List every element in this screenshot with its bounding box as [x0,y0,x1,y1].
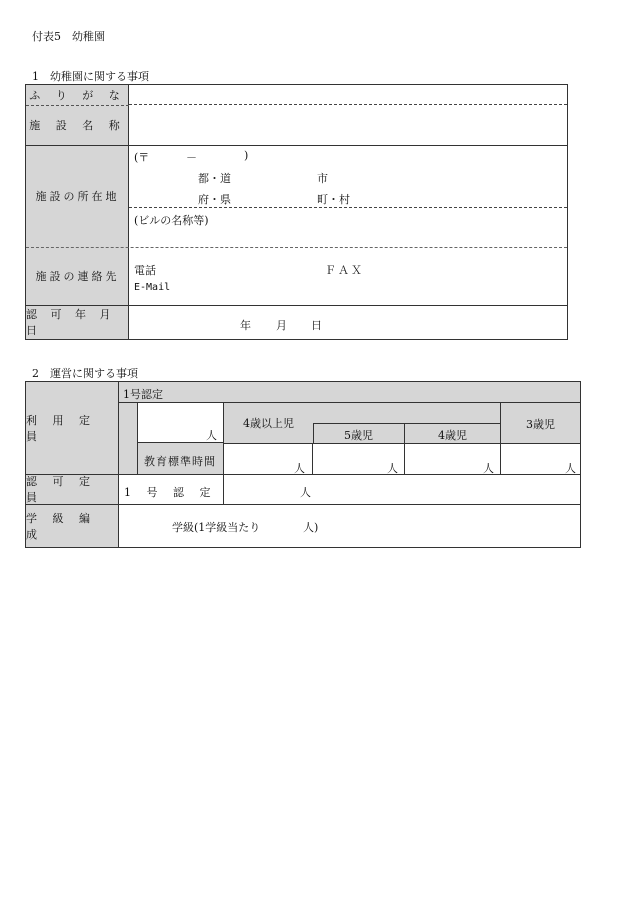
day-label: 日 [311,319,322,332]
age4-count-unit: 人 [483,462,494,475]
approved-cert1-label: 1 号 認 定 [124,486,217,499]
prefecture-to-do: 都・道 [198,172,231,185]
approved-capacity-field[interactable] [224,474,580,504]
facility-name-field[interactable] [129,105,567,145]
section2-table [25,381,581,548]
furigana-divider [129,85,567,105]
postal-dash: － [186,151,197,164]
age3-header: 3歳児 [526,418,555,431]
year-label: 年 [240,319,251,332]
capacity-label: 利 用 定 員 [26,414,96,443]
prefecture-fu-ken: 府・県 [198,193,231,206]
section1-table [25,84,568,340]
phone-label: 電話 [134,264,156,277]
facility-name-label: 施 設 名 称 [29,119,126,132]
furigana-label: ふ り が な [29,89,126,102]
age4plus-count-unit: 人 [294,462,305,475]
email-label: E-Mail [134,282,171,293]
address-dashed-divider [129,207,567,208]
class-formation-person: 人) [303,521,319,534]
facility-address-label: 施設の所在地 [35,190,120,203]
age4-header: 4歳児 [438,429,467,442]
age5-count-unit: 人 [387,462,398,475]
cert1-header: 1号認定 [123,388,163,401]
facility-contact-label: 施設の連絡先 [35,270,120,283]
section1-title: 1 幼稚園に関する事項 [32,70,149,83]
class-formation-text: 学級(1学級当たり [172,521,261,534]
standard-hours-label: 教育標準時間 [144,455,216,468]
month-label: 月 [276,319,287,332]
fax-label: ＦＡＸ [325,264,364,277]
form-header: 付表5 幼稚園 [32,30,105,43]
total-capacity-unit: 人 [206,429,217,442]
class-formation-label: 学 級 編 成 [26,511,96,541]
city-shi: 市 [317,172,328,185]
approved-capacity-label: 認 可 定 員 [26,475,96,504]
age3-count-unit: 人 [565,462,576,475]
town-cho-son: 町・村 [317,193,350,206]
age5-header: 5歳児 [344,429,373,442]
cert1-header-band [119,382,580,403]
capacity-side-strip [119,403,138,474]
section2-title: 2 運営に関する事項 [32,367,138,380]
approved-capacity-unit: 人 [300,486,311,499]
age4plus-header: 4歳以上児 [243,417,294,430]
postal-close: ) [244,149,249,162]
postal-open: (〒 [134,151,150,164]
building-note: (ビルの名称等) [134,214,209,227]
approval-date-label: 認 可 年 月 日 [26,308,116,337]
